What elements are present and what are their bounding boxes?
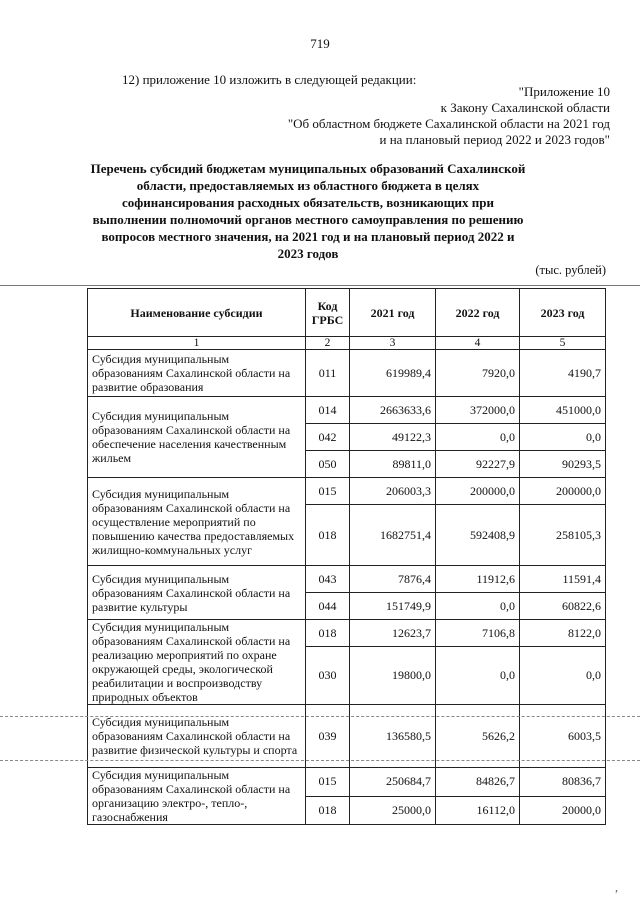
value-2023: 90293,5 — [520, 451, 606, 478]
column-number: 3 — [350, 337, 436, 350]
value-2022: 0,0 — [436, 647, 520, 705]
subsidy-name: Субсидия муниципальным образованиям Сахалинской области на организацию электро-, тепло-, газоснабжения — [88, 768, 306, 825]
subsidy-name: Субсидия муниципальным образованиям Сахалинской области на обеспечение населения качественным жильем — [88, 397, 306, 478]
grbs-code: 044 — [306, 593, 350, 620]
value-2022: 84826,7 — [436, 768, 520, 797]
table-row — [88, 566, 606, 593]
subsidy-name: Субсидия муниципальным образованиям Сахалинской области на развитие образования — [88, 350, 306, 397]
scan-artifact-line — [0, 716, 640, 717]
value-2023: 60822,6 — [520, 593, 606, 620]
value-2022: 11912,6 — [436, 566, 520, 593]
value-2021: 619989,4 — [350, 350, 436, 397]
header-2023: 2023 год — [520, 289, 606, 337]
value-2021: 206003,3 — [350, 478, 436, 505]
value-2023: 258105,3 — [520, 505, 606, 566]
value-2022: 7106,8 — [436, 620, 520, 647]
grbs-code: 030 — [306, 647, 350, 705]
header-code: Код ГРБС — [306, 289, 350, 337]
document-title: Перечень субсидий бюджетам муниципальных образований Сахалинской области, предоставляемых из областного бюджета в целях софинансирования расходных обязательств, возникающих при выполнении полномочий органов местного самоуправления по решению вопросов местного значения, на 2021 год и на плановый период 2022 и 2023 годов — [90, 161, 526, 261]
header-2022: 2022 год — [436, 289, 520, 337]
value-2021: 250684,7 — [350, 768, 436, 797]
grbs-code: 015 — [306, 478, 350, 505]
value-2021: 7876,4 — [350, 566, 436, 593]
value-2021: 1682751,4 — [350, 505, 436, 566]
value-2022: 592408,9 — [436, 505, 520, 566]
value-2023: 80836,7 — [520, 768, 606, 797]
value-2021: 136580,5 — [350, 705, 436, 768]
value-2021: 19800,0 — [350, 647, 436, 705]
value-2021: 151749,9 — [350, 593, 436, 620]
value-2023: 0,0 — [520, 647, 606, 705]
table-header-row — [88, 289, 606, 337]
value-2022: 0,0 — [436, 593, 520, 620]
value-2022: 92227,9 — [436, 451, 520, 478]
column-number: 2 — [306, 337, 350, 350]
value-2022: 372000,0 — [436, 397, 520, 424]
column-number: 4 — [436, 337, 520, 350]
value-2023: 451000,0 — [520, 397, 606, 424]
scan-artifact-line — [0, 760, 640, 761]
appendix-line-4: и на плановый период 2022 и 2023 годов" — [379, 132, 610, 147]
subsidy-name: Субсидия муниципальным образованиям Сахалинской области на развитие культуры — [88, 566, 306, 620]
value-2021: 12623,7 — [350, 620, 436, 647]
grbs-code: 014 — [306, 397, 350, 424]
subsidy-name: Субсидия муниципальным образованиям Сахалинской области на осуществление мероприятий по повышению качества предоставляемых жилищно-коммунальных услуг — [88, 478, 306, 566]
value-2022: 7920,0 — [436, 350, 520, 397]
value-2023: 0,0 — [520, 424, 606, 451]
appendix-reference — [288, 84, 610, 148]
value-2023: 6003,5 — [520, 705, 606, 768]
scan-mark: , — [615, 880, 618, 894]
value-2021: 25000,0 — [350, 796, 436, 825]
value-2021: 89811,0 — [350, 451, 436, 478]
table-row — [88, 705, 606, 768]
page-number: 719 — [310, 36, 330, 51]
value-2023: 11591,4 — [520, 566, 606, 593]
grbs-code: 011 — [306, 350, 350, 397]
grbs-code: 018 — [306, 505, 350, 566]
header-name: Наименование субсидии — [88, 289, 306, 337]
grbs-code: 039 — [306, 705, 350, 768]
value-2021: 2663633,6 — [350, 397, 436, 424]
table-row — [88, 397, 606, 424]
table-row — [88, 478, 606, 505]
value-2022: 5626,2 — [436, 705, 520, 768]
grbs-code: 042 — [306, 424, 350, 451]
value-2022: 0,0 — [436, 424, 520, 451]
intro-text: 12) приложение 10 изложить в следующей редакции: — [122, 72, 417, 87]
subsidy-name: Субсидия муниципальным образованиям Сахалинской области на развитие физической культуры и спорта — [88, 705, 306, 768]
appendix-line-1: "Приложение 10 — [518, 84, 610, 99]
value-2023: 20000,0 — [520, 796, 606, 825]
appendix-line-2: к Закону Сахалинской области — [440, 100, 610, 115]
value-2023: 4190,7 — [520, 350, 606, 397]
column-number: 1 — [88, 337, 306, 350]
table-row — [88, 768, 606, 797]
grbs-code: 018 — [306, 796, 350, 825]
grbs-code: 015 — [306, 768, 350, 797]
appendix-line-3: "Об областном бюджете Сахалинской области на 2021 год — [287, 116, 610, 131]
units-label: (тыс. рублей) — [535, 263, 606, 277]
header-2021: 2021 год — [350, 289, 436, 337]
subsidy-table — [87, 288, 606, 825]
grbs-code: 050 — [306, 451, 350, 478]
subsidy-name: Субсидия муниципальным образованиям Сахалинской области на реализацию мероприятий по охране окружающей среды, экологической реабилитации и воспроизводству природных объектов — [88, 620, 306, 705]
value-2023: 8122,0 — [520, 620, 606, 647]
value-2022: 200000,0 — [436, 478, 520, 505]
scan-line — [0, 285, 640, 286]
value-2021: 49122,3 — [350, 424, 436, 451]
grbs-code: 043 — [306, 566, 350, 593]
value-2023: 200000,0 — [520, 478, 606, 505]
grbs-code: 018 — [306, 620, 350, 647]
column-number-row — [88, 337, 606, 350]
table-row — [88, 620, 606, 647]
value-2022: 16112,0 — [436, 796, 520, 825]
table-row — [88, 350, 606, 397]
column-number: 5 — [520, 337, 606, 350]
